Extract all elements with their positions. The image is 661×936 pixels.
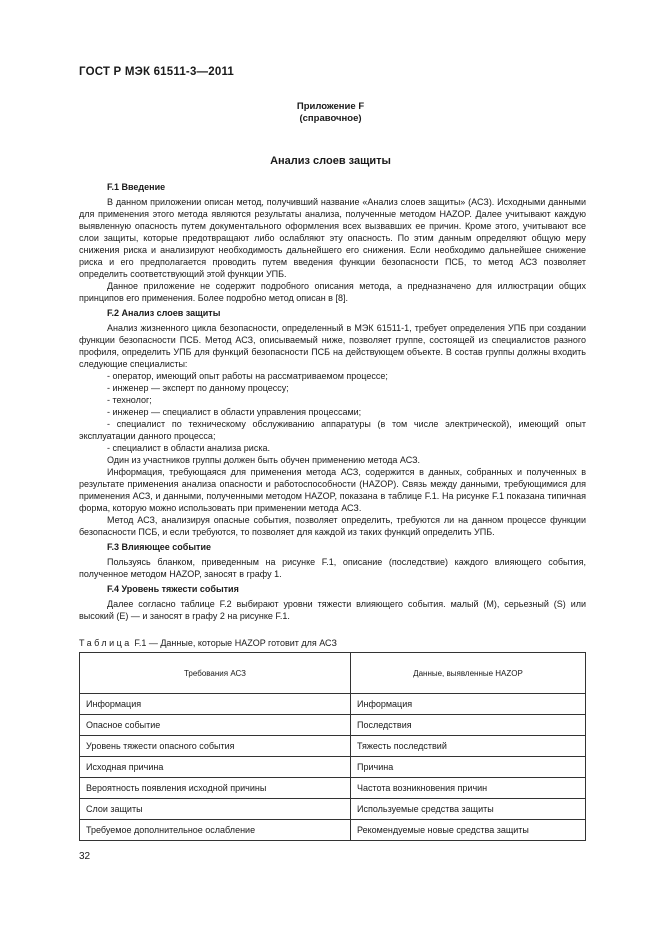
table-cell: Исходная причина xyxy=(80,757,351,778)
paragraph: Метод АСЗ, анализируя опасные события, позволяет определить, требуются ли на данном процессе функции безопасности ПСБ, и если требуются, то позволяет для каждой из таких функций определить УПБ. xyxy=(79,515,586,537)
paragraph: Один из участников группы должен быть обучен применению метода АСЗ. xyxy=(107,455,421,465)
table-header-row xyxy=(80,653,586,694)
table-cell: Рекомендуемые новые средства защиты xyxy=(351,820,586,841)
annex-subtitle: (справочное) xyxy=(299,113,362,124)
table-row xyxy=(80,694,586,715)
table-row xyxy=(80,778,586,799)
paragraph: В данном приложении описан метод, получивший название «Анализ слоев защиты» (АСЗ). Исходными данными для применения этого метода являются результаты анализа, полученные методом HAZOP. Далее учитывают каждую выявленную опасность путем документального оформления всех вызвавших ее причин. Кроме этого, учитывают все слои защиты, которые предотвращают либо ослабляют эту опасность. По этим данным определяют общую меру снижения риска и анализируют необходимость дальнейшего его снижения. Если необходимо дальнейшее снижение риска и его предполагается проводить путем введения функции безопасности ПСБ, то метод АСЗ позволяет определить соответствующий этой функции УПБ. xyxy=(79,197,586,279)
table-row xyxy=(80,820,586,841)
page-title: Анализ слоев защиты xyxy=(270,155,391,167)
table-cell: Вероятность появления исходной причины xyxy=(80,778,351,799)
page-number: 32 xyxy=(79,851,91,862)
specialists-list xyxy=(79,370,586,454)
table-cell: Требуемое дополнительное ослабление xyxy=(80,820,351,841)
table-cell: Информация xyxy=(351,694,586,715)
paragraph: Далее согласно таблице F.2 выбирают уровни тяжести влияющего события. малый (М), серьезный (S) или высокий (Е) — и заносят в графу 2 на рисунке F.1. xyxy=(79,599,586,621)
list-item: - специалист в области анализа риска. xyxy=(107,443,270,453)
table-caption-word: Таблица xyxy=(79,638,132,648)
annex-title: Приложение F xyxy=(296,101,365,112)
table-cell: Причина xyxy=(351,757,586,778)
paragraph: Анализ жизненного цикла безопасности, определенный в МЭК 61511-1, требует определения УПБ при создании функции безопасности ПСБ. Метод АСЗ, описываемый ниже, позволяет группе, состоящей из специалистов разного профиля, определить УПБ для функций безопасности ПСБ на действующем объекте. В состав группы должны входить следующие специалисты: xyxy=(79,323,586,369)
table-row xyxy=(80,757,586,778)
list-item: - оператор, имеющий опыт работы на рассматриваемом процессе; xyxy=(107,371,388,381)
paragraph: Данное приложение не содержит подробного описания метода, а предназначено для иллюстрации общих принципов его применения. Более подробно метод описан в [8]. xyxy=(79,281,586,303)
table-cell: Слои защиты xyxy=(80,799,351,820)
table-header-cell: Данные, выявленные HAZOP xyxy=(351,653,586,694)
table-row xyxy=(80,799,586,820)
paragraph: Информация, требующаяся для применения метода АСЗ, содержится в данных, собранных и полученных в результате применения анализа опасности и работоспособности (HAZOP). Связь между данными, требующимися для применения АСЗ, и данными, полученными методом HAZOP, показана в таблице F.1. На рисунке F.1 показана типичная форма, которую можно использовать при применении метода АСЗ. xyxy=(79,467,586,513)
section-heading-f1: F.1 Введение xyxy=(107,182,166,192)
paragraph: Пользуясь бланком, приведенным на рисунке F.1, описание (последствие) каждого влияющего события, полученное методом HAZOP, заносят в графу 1. xyxy=(79,557,586,579)
table-cell: Тяжесть последствий xyxy=(351,736,586,757)
table-cell: Используемые средства защиты xyxy=(351,799,586,820)
hazop-table xyxy=(79,652,586,841)
table-cell: Опасное событие xyxy=(80,715,351,736)
table-header-cell: Требования АСЗ xyxy=(80,653,351,694)
section-heading-f3: F.3 Влияющее событие xyxy=(107,542,211,552)
list-item: - технолог; xyxy=(107,395,152,405)
table-cell: Частота возникновения причин xyxy=(351,778,586,799)
body-text xyxy=(79,181,586,622)
standard-header: ГОСТ Р МЭК 61511-3—2011 xyxy=(79,66,235,78)
table-row xyxy=(80,736,586,757)
table-caption-text: F.1 — Данные, которые HAZOP готовит для АСЗ xyxy=(134,638,337,648)
section-heading-f2: F.2 Анализ слоев защиты xyxy=(107,308,221,318)
list-item: - инженер — специалист в области управления процессами; xyxy=(107,407,362,417)
table-caption xyxy=(79,638,337,648)
table-cell: Уровень тяжести опасного события xyxy=(80,736,351,757)
list-item: - инженер — эксперт по данному процессу; xyxy=(107,383,289,393)
table-cell: Информация xyxy=(80,694,351,715)
table-cell: Последствия xyxy=(351,715,586,736)
table-row xyxy=(80,715,586,736)
list-item: - специалист по техническому обслуживанию аппаратуры (в том числе электрической), имеющий опыт эксплуатации данного процесса; xyxy=(79,419,586,441)
section-heading-f4: F.4 Уровень тяжести события xyxy=(107,584,239,594)
